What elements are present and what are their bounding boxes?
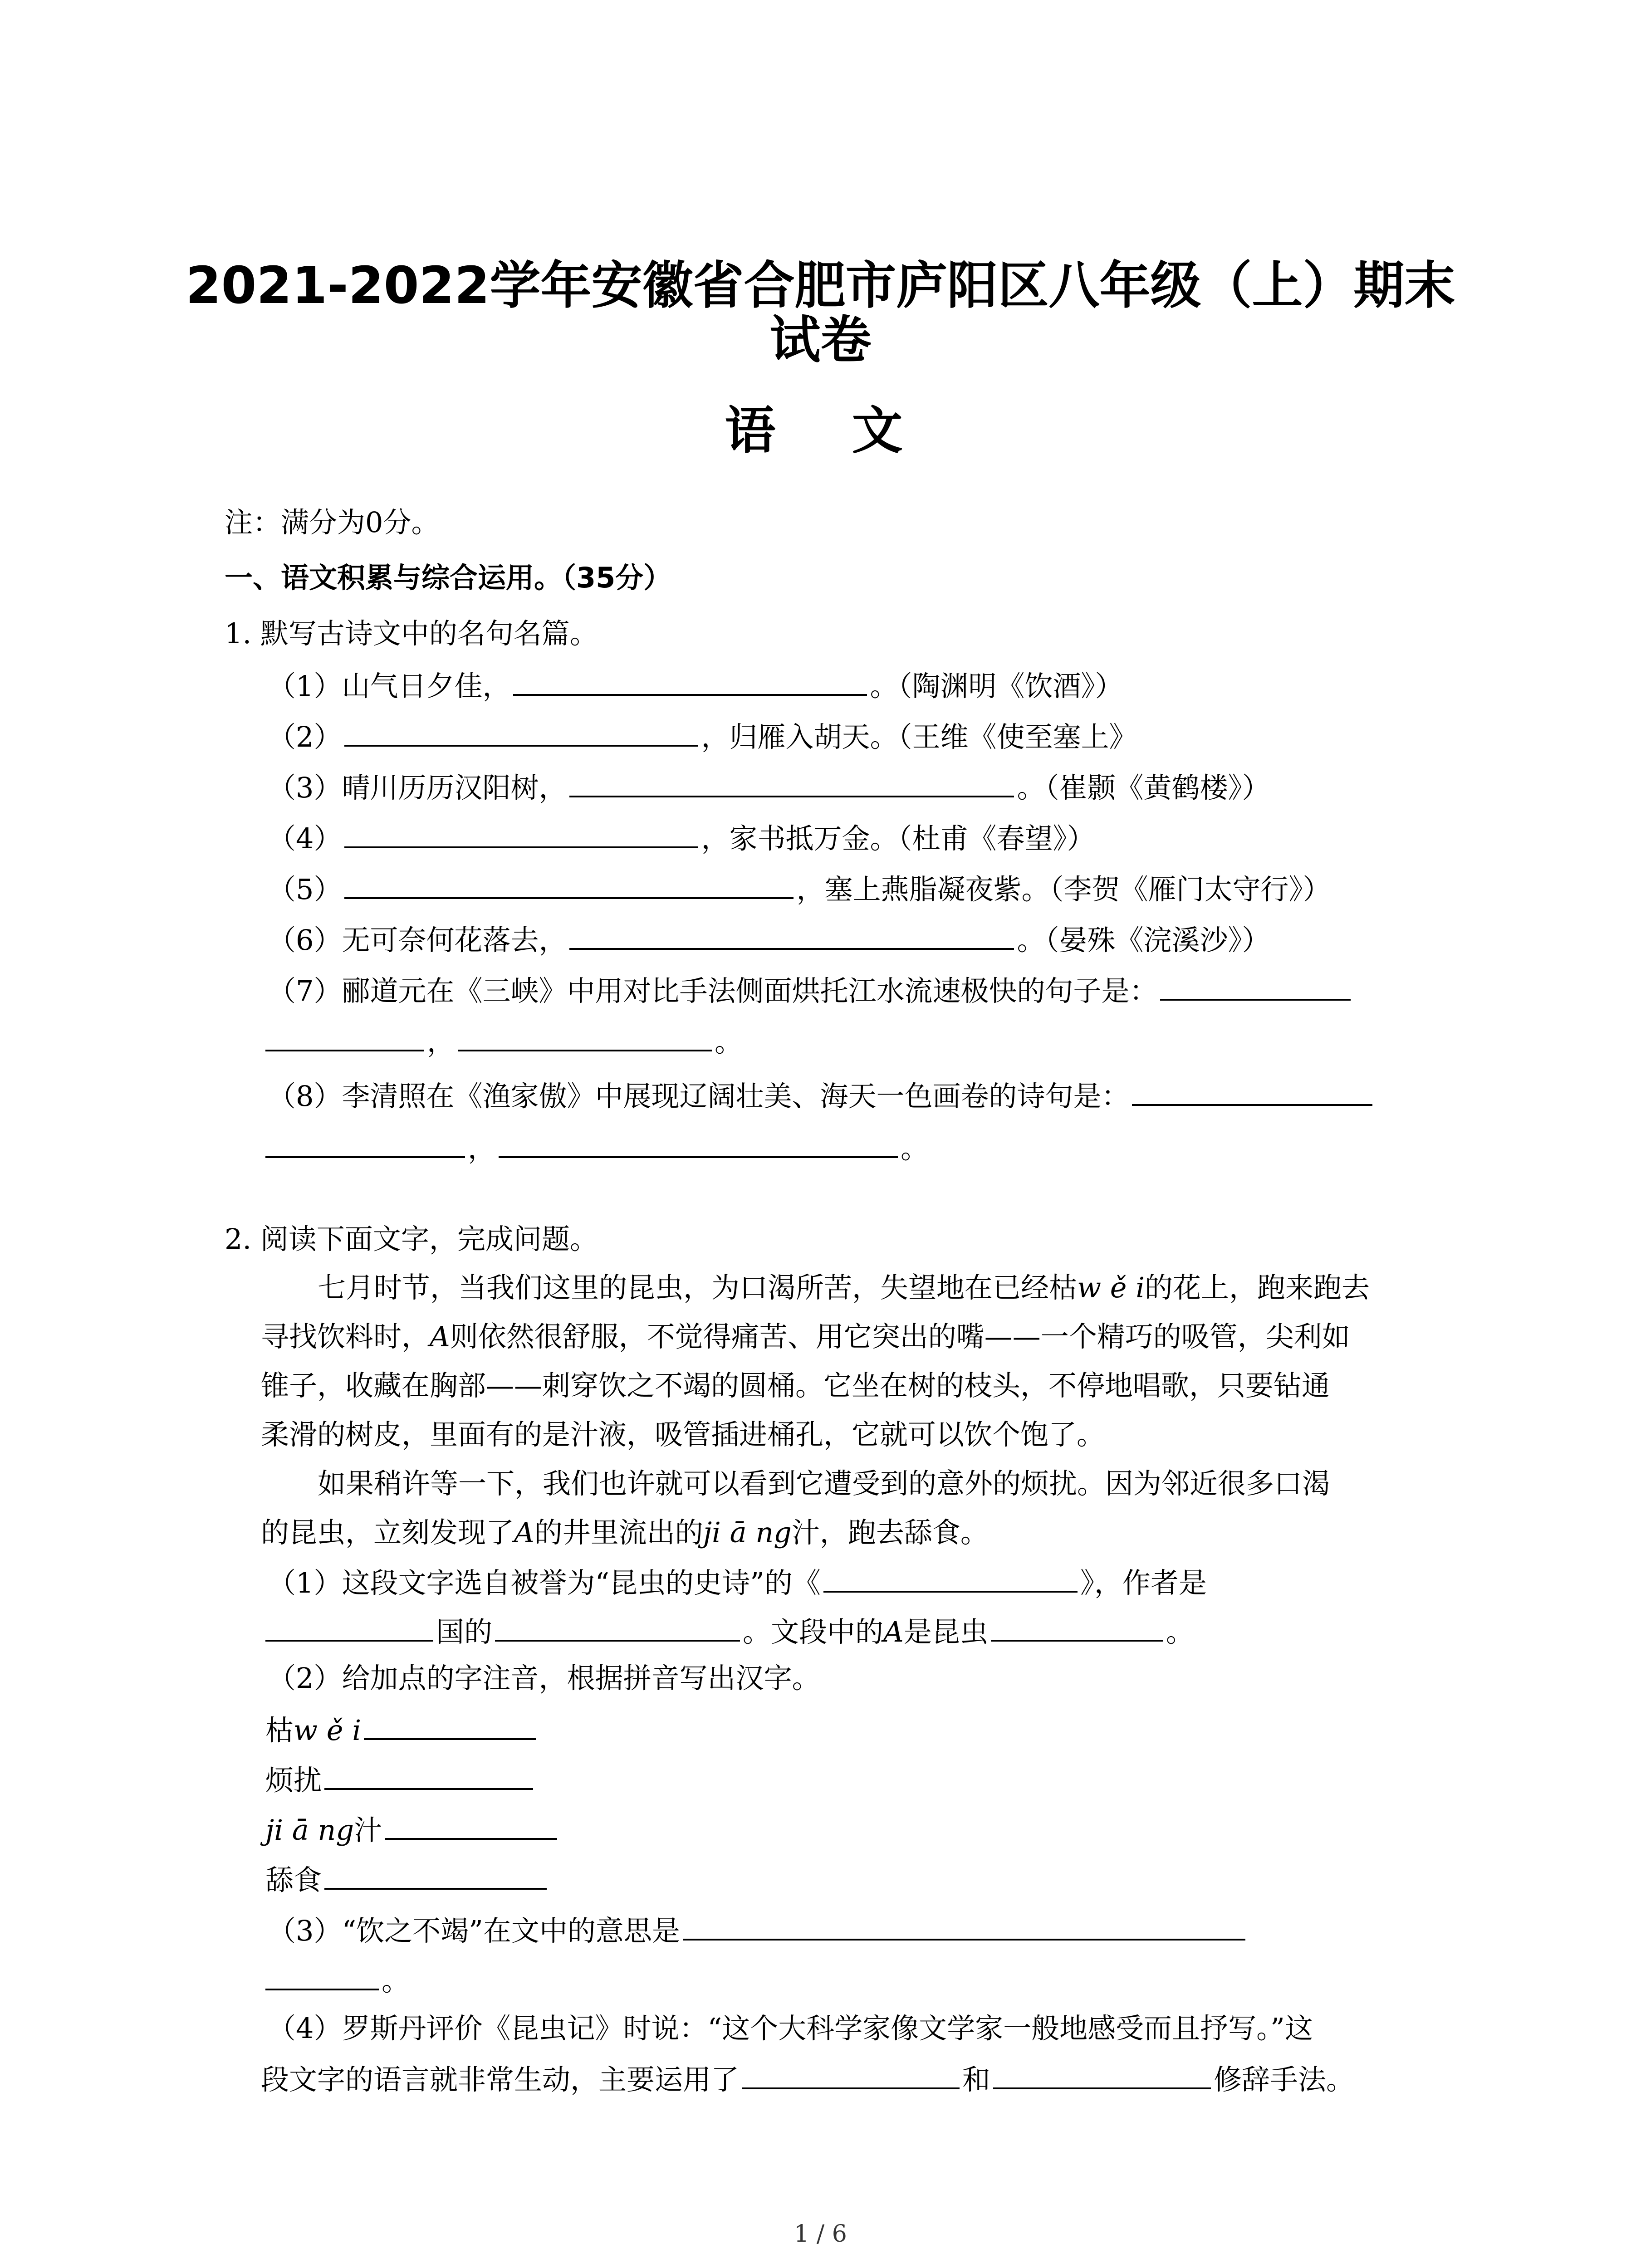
- q2-stem: 2. 阅读下面文字，完成问题。: [225, 1222, 598, 1256]
- sub3-text: （3）“饮之不竭”在文中的意思是: [268, 1914, 680, 1947]
- sub1-text: 》，作者是: [1080, 1566, 1207, 1599]
- q1-item-4: [268, 818, 1095, 858]
- passage-text: 汁，跑去舔食。: [791, 1516, 989, 1549]
- passage-line-2: [261, 1318, 1350, 1356]
- answer-blank[interactable]: [344, 869, 794, 899]
- letter-a: A: [430, 1320, 450, 1353]
- q1-item-4-pre: （4）: [268, 822, 342, 855]
- q1-item-6-pre: （6）无可奈何花落去，: [268, 924, 567, 957]
- q2-sub3: [268, 1911, 1248, 1950]
- answer-blank[interactable]: [324, 1760, 533, 1790]
- answer-blank[interactable]: [742, 2059, 960, 2089]
- pinyin-wei: w ě i: [1077, 1271, 1145, 1304]
- passage-line-1: [318, 1269, 1370, 1307]
- sub4-text: 和: [962, 2063, 991, 2096]
- answer-blank[interactable]: [993, 2059, 1211, 2089]
- q2-sub1: [268, 1563, 1207, 1602]
- q1-item-8: [268, 1076, 1375, 1115]
- answer-blank[interactable]: [499, 1128, 898, 1158]
- answer-blank[interactable]: [324, 1860, 547, 1890]
- pinyin-jiang: ji ā ng: [265, 1813, 354, 1847]
- passage-text: 七月时节，当我们这里的昆虫，为口渴所苦，失望地在已经枯: [318, 1271, 1078, 1304]
- q1-item-2-post: ，归雁入胡天。（王维《使至塞上》: [701, 720, 1137, 753]
- answer-blank[interactable]: [823, 1563, 1078, 1593]
- q2-sub3-cont: [265, 1960, 410, 2000]
- q2-sub4-cont: [261, 2059, 1354, 2099]
- answer-blank[interactable]: [265, 1612, 433, 1642]
- period: 。: [901, 1132, 929, 1165]
- answer-blank[interactable]: [344, 717, 698, 747]
- section1-heading: 一、语文积累与综合运用。（35分）: [225, 561, 672, 594]
- answer-blank[interactable]: [344, 818, 698, 848]
- q1-item-5-pre: （5）: [268, 873, 342, 906]
- sub1-text: 。文段中的: [743, 1615, 884, 1648]
- q2-sub4: （4）罗斯丹评价《昆虫记》时说：“这个大科学家像文学家一般地感受而且抒写。”这: [268, 2012, 1313, 2045]
- sub4-text: 段文字的语言就非常生动，主要运用了: [261, 2063, 740, 2096]
- subject-title: 语 文: [725, 401, 916, 460]
- answer-blank[interactable]: [683, 1911, 1245, 1941]
- answer-blank[interactable]: [513, 666, 867, 696]
- letter-a: A: [514, 1516, 534, 1549]
- period: 。: [382, 1964, 410, 1997]
- pinyin-jiang: ji ā ng: [703, 1516, 792, 1549]
- passage-line-4: 柔滑的树皮，里面有的是汁液，吸管插进桶孔，它就可以饮个饱了。: [261, 1418, 1105, 1451]
- period: 。: [1166, 1615, 1194, 1648]
- word-jiangzhi: [265, 1810, 560, 1849]
- word-tianshi: [265, 1860, 549, 1899]
- answer-blank[interactable]: [569, 920, 1014, 950]
- q1-item-5: [268, 869, 1331, 909]
- word-text: 汁: [354, 1813, 382, 1847]
- answer-blank[interactable]: [265, 1960, 379, 1990]
- word-text: 舔食: [265, 1863, 322, 1897]
- q1-item-7-text: （7）郦道元在《三峡》中用对比手法侧面烘托江水流速极快的句子是：: [268, 974, 1158, 1007]
- passage-text: 的昆虫，立刻发现了: [261, 1516, 514, 1549]
- q1-item-7-cont: [265, 1022, 743, 1061]
- word-kuwei: [265, 1710, 539, 1750]
- passage-line-5: 如果稍许等一下，我们也许就可以看到它遭受到的意外的烦扰。因为邻近很多口渴: [318, 1467, 1331, 1500]
- sub4-text: 修辞手法。: [1214, 2063, 1355, 2096]
- q1-item-7: [268, 971, 1353, 1010]
- letter-a: A: [883, 1615, 904, 1648]
- answer-blank[interactable]: [1132, 1076, 1372, 1106]
- q1-item-1-pre: （1）山气日夕佳，: [268, 670, 511, 703]
- word-text: 枯: [265, 1714, 294, 1747]
- period: 。: [715, 1025, 743, 1058]
- word-text: 烦扰: [265, 1764, 322, 1797]
- q1-item-1: [268, 666, 1123, 705]
- answer-blank[interactable]: [1160, 971, 1351, 1001]
- answer-blank[interactable]: [569, 767, 1014, 797]
- answer-blank[interactable]: [265, 1022, 424, 1051]
- q1-item-6-post: 。（晏殊《浣溪沙》）: [1017, 924, 1270, 957]
- word-fanrao: [265, 1760, 536, 1799]
- answer-blank[interactable]: [991, 1612, 1163, 1642]
- score-note: 注：满分为0分。: [225, 506, 440, 539]
- comma: ，: [468, 1132, 496, 1165]
- q1-item-3-post: 。（崔颢《黄鹤楼》）: [1017, 771, 1270, 804]
- passage-text: 寻找饮料时，: [261, 1320, 430, 1353]
- sub1-text: （1）这段文字选自被誉为“昆虫的史诗”的《: [268, 1566, 821, 1599]
- answer-blank[interactable]: [364, 1710, 536, 1740]
- sub1-text: 国的: [436, 1615, 493, 1648]
- q1-item-2: [268, 717, 1137, 756]
- passage-line-3: 锥子，收藏在胸部——刺穿饮之不竭的圆桶。它坐在树的枝头，不停地唱歌，只要钻通: [261, 1369, 1330, 1402]
- q1-stem: 1. 默写古诗文中的名句名篇。: [225, 617, 598, 650]
- passage-line-6: [261, 1514, 989, 1552]
- exam-title-line1: 2021-2022学年安徽省合肥市庐阳区八年级（上）期末: [186, 256, 1455, 315]
- pinyin-wei: w ě i: [294, 1714, 362, 1747]
- answer-blank[interactable]: [495, 1612, 740, 1642]
- q1-item-5-post: ，塞上燕脂凝夜紫。（李贺《雁门太守行》）: [796, 873, 1331, 906]
- q1-item-3: [268, 767, 1270, 807]
- q1-item-4-post: ，家书抵万金。（杜甫《春望》）: [701, 822, 1095, 855]
- answer-blank[interactable]: [385, 1810, 557, 1840]
- q1-item-1-post: 。（陶渊明《饮酒》）: [870, 670, 1123, 703]
- q1-item-2-pre: （2）: [268, 720, 342, 753]
- q1-item-8-text: （8）李清照在《渔家傲》中展现辽阔壮美、海天一色画卷的诗句是：: [268, 1080, 1130, 1113]
- q1-item-8-cont: [265, 1128, 929, 1168]
- sub1-text: 是昆虫: [903, 1615, 988, 1648]
- q1-item-3-pre: （3）晴川历历汉阳树，: [268, 771, 567, 804]
- answer-blank[interactable]: [265, 1128, 465, 1158]
- answer-blank[interactable]: [458, 1022, 712, 1051]
- passage-text: 则依然很舒服，不觉得痛苦、用它突出的嘴——一个精巧的吸管，尖利如: [450, 1320, 1350, 1353]
- page-number: 1 / 6: [794, 2220, 847, 2248]
- q2-sub1-cont: [265, 1612, 1194, 1651]
- passage-text: 的井里流出的: [534, 1516, 703, 1549]
- q1-item-6: [268, 920, 1270, 959]
- passage-text: 的花上，跑来跑去: [1145, 1271, 1370, 1304]
- comma: ，: [427, 1025, 456, 1058]
- q2-sub2: （2）给加点的字注音，根据拼音写出汉字。: [268, 1662, 820, 1695]
- exam-title-line2: 试卷: [769, 311, 872, 370]
